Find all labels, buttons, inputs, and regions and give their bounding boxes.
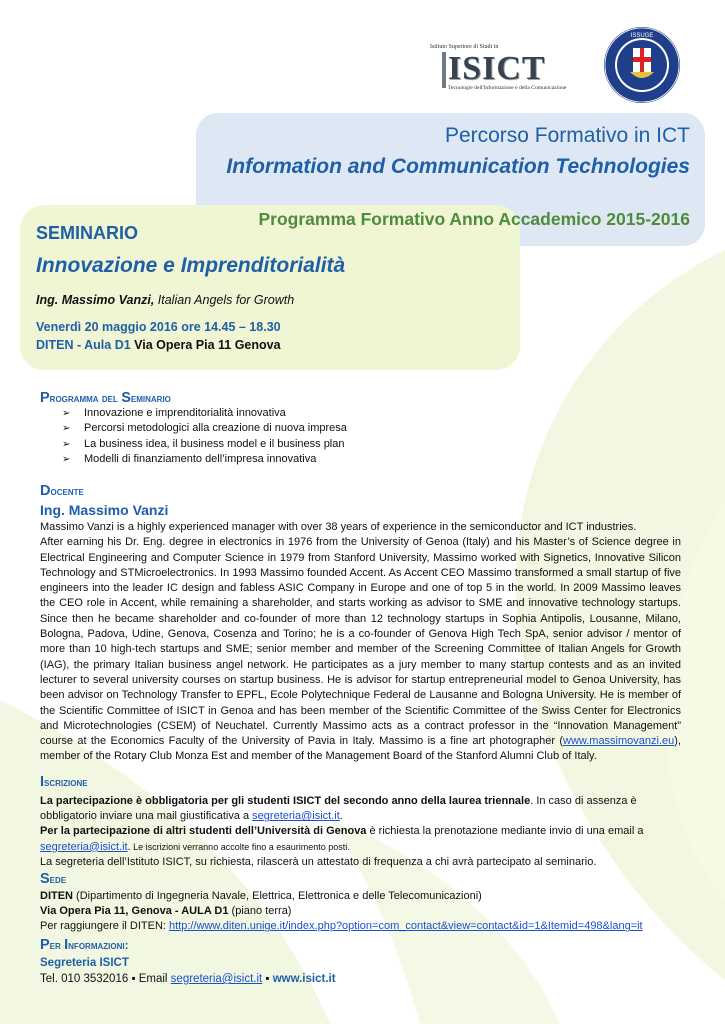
list-item: ➢ Percorsi metodologici alla creazione di nuova impresa <box>66 421 347 436</box>
isict-logo <box>428 44 588 100</box>
contact-info: Segreteria ISICT Tel. 010 3532016 ▪ Email segreteria@isict.it ▪ www.isict.it <box>40 957 336 985</box>
email-link[interactable]: segreteria@isict.it <box>170 973 263 985</box>
place-address: Via Opera Pia 11 Genova <box>130 338 281 352</box>
lecturer-name: Ing. Massimo Vanzi <box>40 502 169 518</box>
seminar-label: SEMINARIO <box>36 223 139 243</box>
list-item: ➢ Innovazione e imprenditorialità innovativa <box>66 406 347 421</box>
issuge-seal <box>603 26 681 104</box>
registration-info: La partecipazione è obbligatoria per gli studenti ISICT del secondo anno della laurea triennale. In caso di assenza è obbligatorio inviare una mail giustificativa a segreteria@isict.it. Per la partecipazione di altri studenti dell’Università di Genova è richiesta la prenotazione mediante invio di una email a segreteria@isict.it. Le iscrizioni verranno accolte fino a esaurimento posti. La segreteria dell’Istituto ISICT, su richiesta, rilascerà un attestato di frequenza a chi avrà partecipato al seminario. <box>40 795 644 868</box>
course-subtitle: Information and Communication Technologies <box>226 155 690 178</box>
lecturer-bio <box>40 520 681 765</box>
seminar-speaker <box>36 293 294 307</box>
seminar-title: Innovazione e Imprenditorialità <box>36 254 346 277</box>
section-heading-docente: Docente <box>40 483 84 499</box>
section-heading-sede: Sede <box>40 871 67 887</box>
section-heading-iscrizione: Iscrizione <box>40 774 88 790</box>
seminar-place <box>36 338 281 352</box>
bio-intro: Massimo Vanzi is a highly experienced manager with over 38 years of experience in the semiconductor and ICT industries. <box>40 521 637 533</box>
list-item: ➢ Modelli di finanziamento dell’impresa innovativa <box>66 452 347 467</box>
seal-top-text: ISSUGE <box>630 33 654 39</box>
bio-website-link[interactable]: www.massimovanzi.eu <box>563 735 675 748</box>
program-list <box>62 406 347 467</box>
arrow-bullet-icon: ➢ <box>62 453 71 465</box>
list-item: ➢ La business idea, il business model e il business plan <box>66 437 347 452</box>
logo-tagline: Tecnologie dell'Informazione e della Comunicazione <box>448 85 567 91</box>
diten-contact-link[interactable]: http://www.diten.unige.it/index.php?option=com_contact&view=contact&id=1&Itemid=498&lang=it <box>169 920 643 933</box>
arrow-bullet-icon: ➢ <box>62 408 71 419</box>
arrow-bullet-icon: ➢ <box>62 438 71 450</box>
bio-body: After earning his Dr. Eng. degree in electronics in 1976 from the University of Genoa (Italy) and his Master’s of Science degree in Electrical Engineering and Computer Science in 1979 from Stanford University, Massimo worked with Signetics, Innovative Silicon Technology and STMicroelectronics. In 1993 Massimo founded Accent. As Accent CEO Massimo transformed a small startup of five engineers into the leader IC design and fabless ASIC Company in Europe and one of top 5 in the world. In 2009 Massimo leaves the CEO role in Accent, while remaining a shareholder, and starts working as advisor to SME and innovative technology startups. Since then he became shareholder and co-founder of more than 12 technology startups in Sophia Antipolis, Lousanne, Milano, Bologna, Padova, Udine, Genova, Cosenza and Torino; he is a co-founder of Genova High Tech SpA, senior advisor / mentor of more than 10 high-tech startups and SME; senior member and member of the Screening Committee of Italian Angels for Growth (IAG), the primary Italian business angel network. He participates as a jury member to many startup contests and as an invited lecturer to several university courses on startup business. He is advisor for startup entrepreneurial model to Genoa University, has been advisor on Technology Transfer to EPFL, Ecole Polytechnique Federal de Lausanne and Bologna University. He is member of the Scientific Committee of ISICT in Genoa and has been member of the Scientific Committee of the Swiss Center for Electronics and Microtechnologies (CSEM) of Neuchatel. Currently Massimo acts as a contract professor in the “Innovation Management” course at the Economics Faculty of the University of Pavia in Italy. Massimo is a fine art photographer (www.massimovanzi.eu), member of the Rotary Club Monza Est and member of the Management Board of the Stanford Alumni Club of Italy. <box>40 536 681 763</box>
section-heading-programma: Programma del Seminario <box>40 390 171 406</box>
section-heading-informazioni: Per Informazioni: <box>40 937 129 953</box>
program-year: Programma Formativo Anno Accademico 2015-2016 <box>258 209 690 229</box>
course-title: Percorso Formativo in ICT <box>444 124 690 147</box>
venue-info: DITEN (Dipartimento di Ingegneria Navale, Elettrica, Elettronica e delle Telecomunicazioni) Via Opera Pia 11, Genova - AULA D1 (piano terra) Per raggiungere il DITEN: http://www.diten.unige.it/index.php?option=com_contact&view=contact&id=1&Itemid=498&lang=it <box>40 890 643 933</box>
seminar-date: Venerdì 20 maggio 2016 ore 14.45 – 18.30 <box>36 320 281 334</box>
website-link[interactable]: www.isict.it <box>272 973 336 985</box>
email-link[interactable]: segreteria@isict.it <box>252 810 340 823</box>
contact-org: Segreteria ISICT <box>40 957 129 969</box>
speaker-name: Ing. Massimo Vanzi, <box>36 293 155 307</box>
place-label: DITEN - Aula D1 <box>36 338 131 352</box>
speaker-org: Italian Angels for Growth <box>154 293 295 307</box>
email-link[interactable]: segreteria@isict.it <box>40 840 128 853</box>
arrow-bullet-icon: ➢ <box>62 423 71 435</box>
logo-wordmark: ISICT <box>448 50 546 87</box>
logo-bar <box>442 52 446 88</box>
logo-small-text: Istituto Superiore di Studi in <box>430 44 499 50</box>
